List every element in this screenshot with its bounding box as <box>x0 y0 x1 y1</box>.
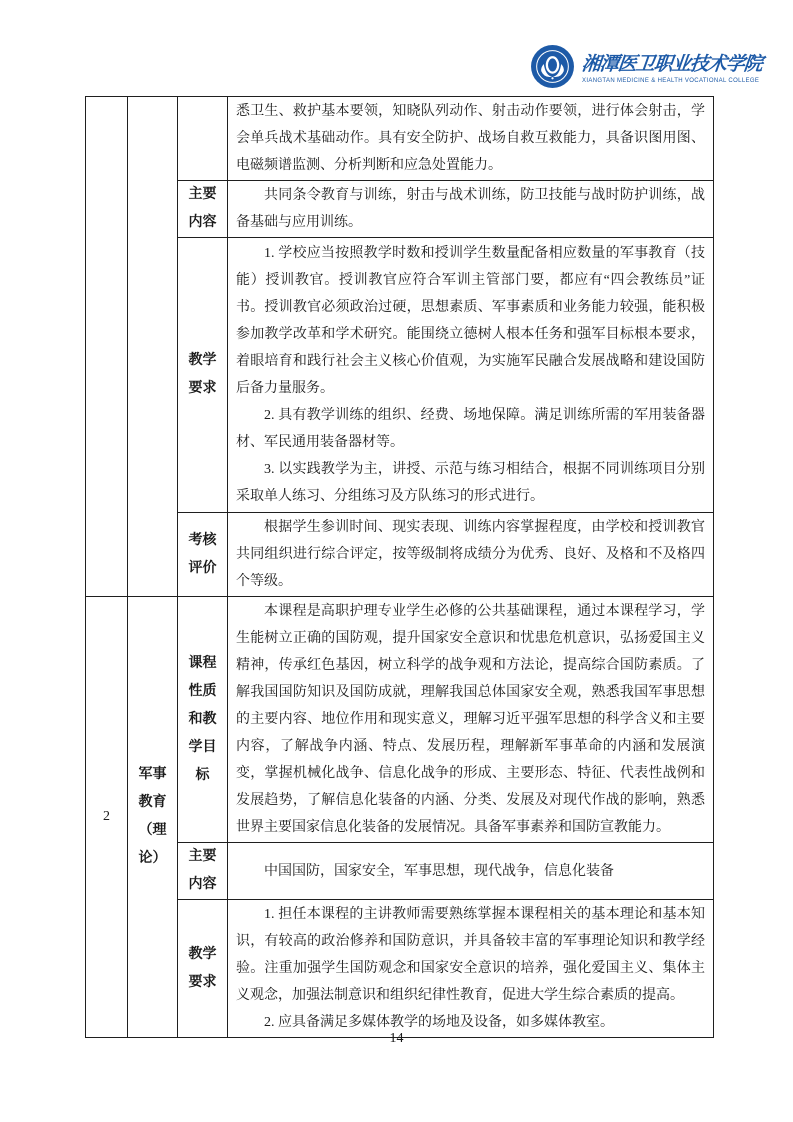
page-number: 14 <box>389 1031 404 1046</box>
section2-main-content-label-cell <box>178 843 228 900</box>
table-row <box>86 900 714 1038</box>
page-footer <box>0 1029 793 1047</box>
table-row <box>86 238 714 513</box>
section1-number-cell <box>86 97 128 597</box>
college-name-chinese: 湘潭医卫职业技术学院 <box>580 54 763 75</box>
paragraph: 本课程是高职护理专业学生必修的公共基础课程，通过本课程学习，学生能树立正确的国防观，提升国家安全意识和忧患危机意识，弘扬爱国主义精神，传承红色基因，树立科学的战争观和方法论，提高综合国防素质。了解我国国防知识及国防成就，理解我国总体国家安全观，熟悉我国军事思想的主要内容、地位作用和现实意义，理解习近平强军思想的科学含义和主要内容，了解战争内涵、特点、发展历程，理解新军事革命的内涵和发展演变，掌握机械化战争、信息化战争的形成、主要形态、特征、代表性战例和发展趋势，了解信息化装备的内涵、分类、发展及对现代作战的影响，熟悉世界主要国家信息化装备的发展情况。具备军事素养和国防宣教能力。 <box>236 604 705 835</box>
paragraph: 中国国防，国家安全，军事思想，现代战争，信息化装备 <box>264 863 614 879</box>
section1-teaching-requirements-label-cell <box>178 238 228 513</box>
section2-number-cell: 2 <box>86 597 128 1038</box>
college-emblem-icon <box>530 44 575 89</box>
section1-objectives-label-cell <box>178 97 228 181</box>
row-label: 主要内容 <box>188 187 217 230</box>
table-row <box>86 597 714 843</box>
course-syllabus-table <box>85 96 714 1038</box>
page-header <box>530 44 762 89</box>
section2-teaching-requirements-label-cell <box>178 900 228 1038</box>
paragraph: 2. 具有教学训练的组织、经费、场地保障。满足训练所需的军用装备器材、军民通用装备器材等。 <box>236 408 705 450</box>
section2-course-cell <box>128 597 178 1038</box>
section1-main-content-label-cell <box>178 181 228 238</box>
paragraph: 悉卫生、救护基本要领，知晓队列动作、射击动作要领，进行体会射击，学会单兵战术基础动作。具有安全防护、战场自救互救能力，具备识图用图、电磁频谱监测、分析判断和应急处置能力。 <box>236 104 705 173</box>
row-label: 考核评价 <box>188 532 217 576</box>
section1-assessment-cell <box>228 513 714 597</box>
paragraph: 1. 担任本课程的主讲教师需要熟练掌握本课程相关的基本理论和基本知识，有较高的政治修养和国防意识，并具备较丰富的军事理论知识和教学经验。注重加强学生国防观念和国家安全意识的培养，强化爱国主义、集体主义观念，加强法制意识和组织纪律性教育，促进大学生综合素质的提高。 <box>236 907 705 1003</box>
table-row <box>86 97 714 181</box>
paragraph: 2. 应具备满足多媒体教学的场地及设备，如多媒体教室。 <box>264 1015 614 1030</box>
table-row <box>86 843 714 900</box>
row-label: 教学要求 <box>188 353 217 396</box>
logo-text-block <box>582 49 762 84</box>
section1-course-cell <box>128 97 178 597</box>
table-row <box>86 181 714 238</box>
paragraph: 3. 以实践教学为主，讲授、示范与练习相结合，根据不同训练项目分别采取单人练习、分组练习及方队练习的形式进行。 <box>236 462 705 504</box>
course-name: 军事教育（理论） <box>138 767 167 866</box>
section2-teaching-requirements-cell <box>228 900 714 1038</box>
section1-teaching-requirements-cell <box>228 238 714 513</box>
table-row <box>86 513 714 597</box>
section1-objectives-content-cell <box>228 97 714 181</box>
college-logo <box>530 44 762 89</box>
paragraph: 1. 学校应当按照教学时数和授训学生数量配备相应数量的军事教育（技能）授训教官。授训教官应符合军训主管部门要，都应有“四会教练员”证书。授训教官必须政治过硬，思想素质、军事素质和业务能力较强，能积极参加教学改革和学术研究。能围绕立德树人根本任务和强军目标根本要求，着眼培育和践行社会主义核心价值观，为实施军民融合发展战略和建设国防后备力量服务。 <box>236 246 705 396</box>
section1-assessment-label-cell <box>178 513 228 597</box>
section2-main-content-cell <box>228 843 714 900</box>
section1-main-content-cell <box>228 181 714 238</box>
section2-nature-objectives-cell <box>228 597 714 843</box>
section2-nature-objectives-label-cell <box>178 597 228 843</box>
paragraph: 根据学生参训时间、现实表现、训练内容掌握程度，由学校和授训教官共同组织进行综合评定，按等级制将成绩分为优秀、良好、及格和不及格四个等级。 <box>236 520 705 589</box>
row-label: 主要内容 <box>188 849 217 892</box>
row-label: 教学要求 <box>188 946 217 990</box>
row-label: 课程性质和教学目标 <box>188 655 217 783</box>
college-name-english: XIANGTAN MEDICINE & HEALTH VOCATIONAL COLLEGE <box>582 78 760 84</box>
paragraph: 共同条令教育与训练，射击与战术训练，防卫技能与战时防护训练，战备基础与应用训练。 <box>236 188 705 230</box>
